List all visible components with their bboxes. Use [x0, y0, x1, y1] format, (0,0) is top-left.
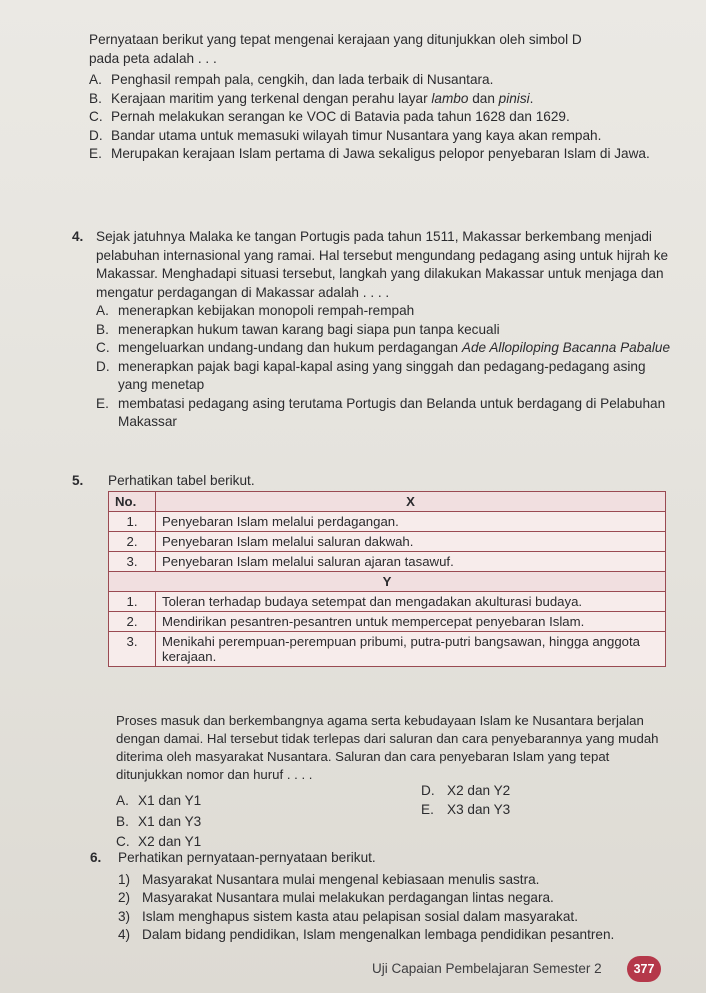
table-row: 2. Penyebaran Islam melalui saluran dakwah.	[109, 532, 666, 552]
question-3-stem: Pernyataan berikut yang tepat mengenai kerajaan yang ditunjukkan oleh simbol D pada peta adalah . . .	[89, 32, 582, 66]
table-header-x: X	[156, 492, 666, 512]
statement-item: 3) Islam menghapus sistem kasta atau pelapisan sosial dalam masyarakat.	[118, 908, 578, 924]
option-a[interactable]: A. Penghasil rempah pala, cengkih, dan lada terbaik di Nusantara.	[89, 72, 494, 87]
option-a[interactable]: A. X1 dan Y1	[116, 793, 202, 808]
question-6-stem: 6. Perhatikan pernyataan-pernyataan berikut.	[90, 850, 376, 865]
option-a[interactable]: A. menerapkan kebijakan monopoli rempah-rempah	[96, 303, 415, 318]
statement-item: 4) Dalam bidang pendidikan, Islam mengenalkan lembaga pendidikan pesantren.	[118, 927, 615, 942]
question-5-heading: 5. Perhatikan tabel berikut.	[72, 473, 255, 488]
question-3	[89, 31, 679, 164]
option-e[interactable]: E. membatasi pedagang asing terutama Portugis dan Belanda untuk berdagang di Pelabuhan Makassar	[96, 395, 666, 429]
option-d[interactable]: D. X2 dan Y2	[421, 783, 511, 798]
question-5-options	[116, 782, 671, 852]
table-row: 2. Mendirikan pesantren-pesantren untuk mempercepat penyebaran Islam.	[109, 612, 666, 632]
table-row: 1. Penyebaran Islam melalui perdagangan.	[109, 512, 666, 532]
question-6	[90, 849, 680, 945]
page-number-badge: 377	[627, 956, 661, 982]
option-d[interactable]: D. menerapkan pajak bagi kapal-kapal asing yang singgah dan pedagang-pedagang asing yang menetap	[96, 358, 646, 392]
table-row: 1. Toleran terhadap budaya setempat dan mengadakan akulturasi budaya.	[109, 592, 666, 612]
table-row: 3. Penyebaran Islam melalui saluran ajaran tasawuf.	[109, 552, 666, 572]
option-d[interactable]: D. Bandar utama untuk memasuki wilayah timur Nusantara yang kaya akan rempah.	[89, 127, 602, 143]
option-c[interactable]: C. Pernah melakukan serangan ke VOC di Batavia pada tahun 1628 dan 1629.	[89, 109, 570, 124]
option-b[interactable]: B. menerapkan hukum tawan karang bagi siapa pun tanpa kecuali	[96, 321, 500, 337]
x-y-table	[108, 491, 666, 667]
option-e[interactable]: E. X3 dan Y3	[421, 801, 511, 817]
statement-item: 1) Masyarakat Nusantara mulai mengenal kebiasaan menulis sastra.	[118, 871, 540, 887]
option-b[interactable]: B. Kerajaan maritim yang terkenal dengan perahu layar lambo dan pinisi.	[89, 90, 534, 106]
question-4-stem: 4. Sejak jatuhnya Malaka ke tangan Portugis pada tahun 1511, Makassar berkembang menjadi pelabuhan internasional yang ramai. Hal tersebut mengundang pedagang asing untuk hijrah ke Makassar. Menghadapi situasi tersebut, langkah yang dilakukan Makassar untuk menjaga dan mengatur perdagangan di Makassar adalah . . . .	[72, 229, 669, 300]
option-c[interactable]: C. X2 dan Y1	[116, 834, 202, 849]
table-header-y: Y	[109, 572, 666, 592]
statement-item: 2) Masyarakat Nusantara mulai melakukan perdagangan lintas negara.	[118, 890, 554, 905]
option-b[interactable]: B. X1 dan Y3	[116, 813, 202, 829]
option-c[interactable]: C. mengeluarkan undang-undang dan hukum perdagangan Ade Allopiloping Bacanna Pabalue	[96, 340, 671, 355]
option-e[interactable]: E. Merupakan kerajaan Islam pertama di Jawa sekaligus pelopor penyebaran Islam di Jawa.	[89, 146, 650, 161]
footer-title: Uji Capaian Pembelajaran Semester 2	[372, 961, 602, 976]
table-row: 3. Menikahi perempuan-perempuan pribumi, putra-putri bangsawan, hingga anggota kerajaan.	[109, 632, 666, 667]
question-4	[72, 228, 672, 432]
question-5-paragraph: Proses masuk dan berkembangnya agama serta kebudayaan Islam ke Nusantara berjalan dengan damai. Hal tersebut tidak terlepas dari saluran dan cara penyebarannya yang mudah diterima oleh masyarakat Nusantara. Saluran dan cara penyebaran Islam yang tepat ditunjukkan nomor dan huruf . . . .	[116, 713, 659, 782]
table-header-no: No.	[109, 492, 156, 512]
